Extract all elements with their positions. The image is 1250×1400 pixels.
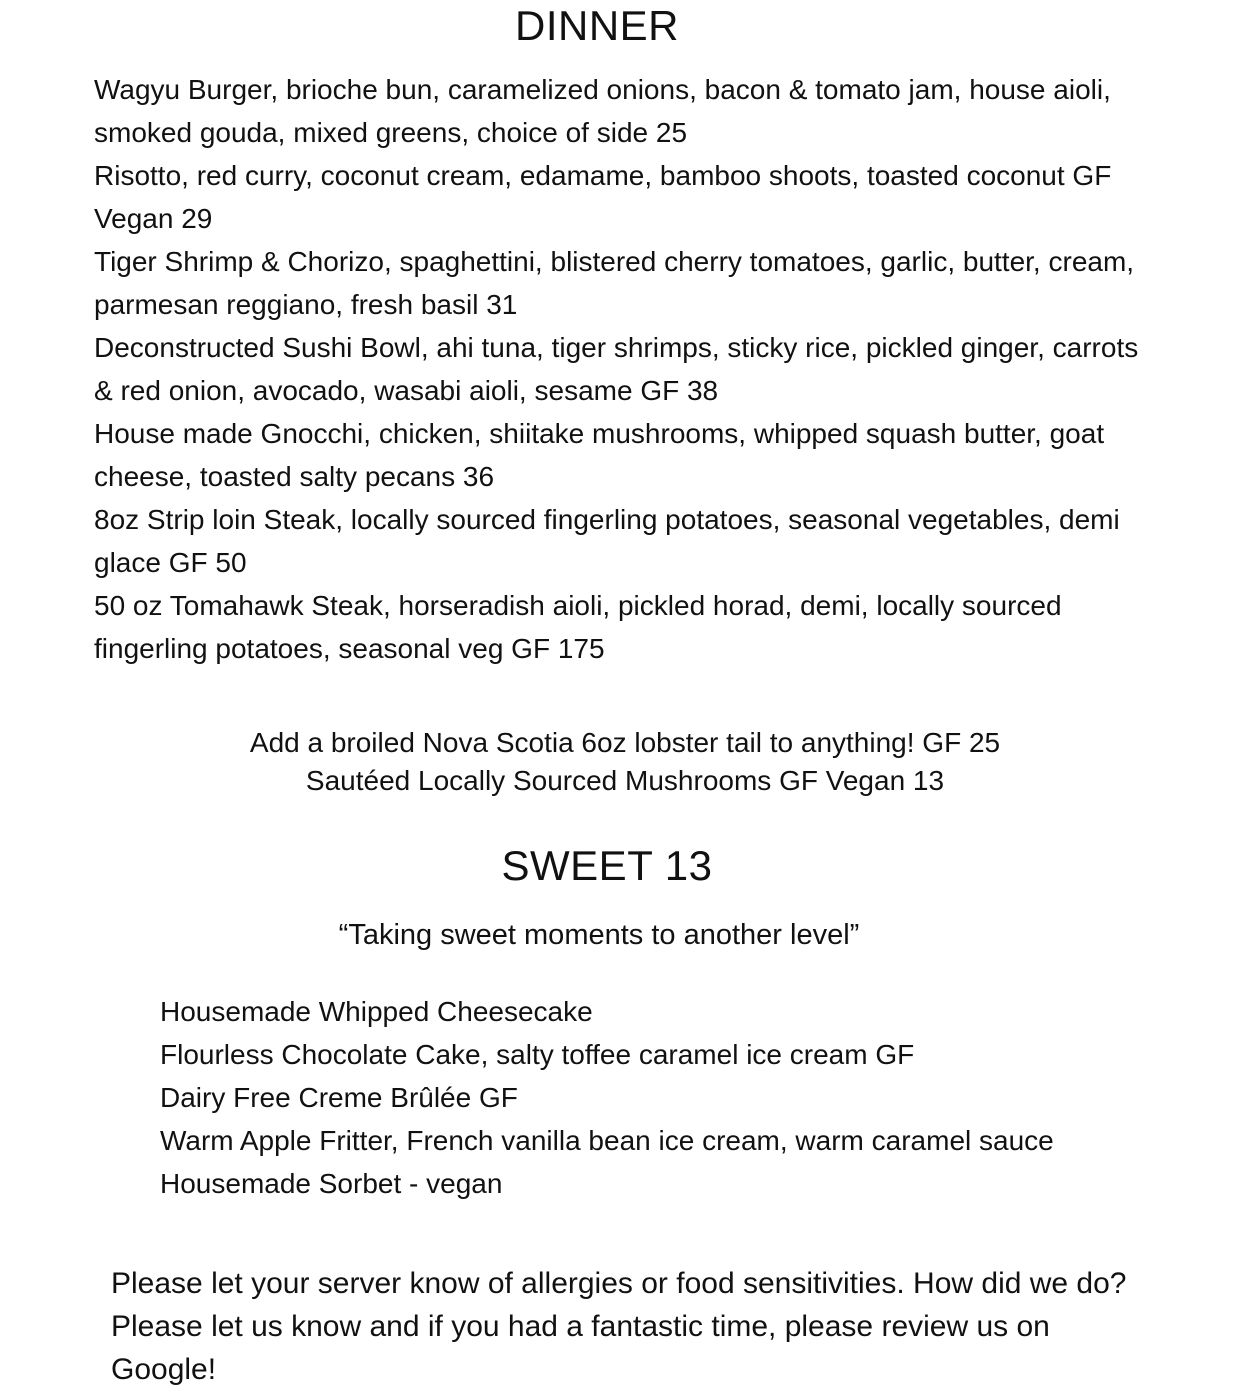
sweet-heading: SWEET 13	[501, 842, 713, 889]
dinner-item-tomahawk: 50 oz Tomahawk Steak, horseradish aioli, pickled horad, demi, locally sourced fingerling potatoes, seasonal veg GF 175	[94, 590, 1062, 664]
sweet-item-sorbet: Housemade Sorbet - vegan	[160, 1168, 503, 1199]
dinner-menu-list	[94, 68, 1154, 670]
dinner-item-sushi-bowl: Deconstructed Sushi Bowl, ahi tuna, tiger shrimps, sticky rice, pickled ginger, carrots & red onion, avocado, wasabi aioli, sesame GF 38	[94, 332, 1139, 406]
sweet-item-apple-fritter: Warm Apple Fritter, French vanilla bean ice cream, warm caramel sauce	[160, 1125, 1054, 1156]
dinner-item-tiger-shrimp: Tiger Shrimp & Chorizo, spaghettini, blistered cherry tomatoes, garlic, butter, cream, parmesan reggiano, fresh basil 31	[94, 246, 1135, 320]
dinner-item-strip-loin: 8oz Strip loin Steak, locally sourced fingerling potatoes, seasonal vegetables, demi glace GF 50	[94, 504, 1120, 578]
dinner-heading: DINNER	[514, 2, 679, 49]
add-on-mushrooms: Sautéed Locally Sourced Mushrooms GF Vegan 13	[305, 765, 945, 796]
sweet-menu-list	[160, 990, 1160, 1205]
dinner-item-wagyu-burger: Wagyu Burger, brioche bun, caramelized onions, bacon & tomato jam, house aioli, smoked gouda, mixed greens, choice of side 25	[94, 74, 1111, 148]
dinner-item-gnocchi: House made Gnocchi, chicken, shiitake mushrooms, whipped squash butter, goat cheese, toasted salty pecans 36	[94, 418, 1105, 492]
sweet-item-cheesecake: Housemade Whipped Cheesecake	[160, 996, 593, 1027]
sweet-item-chocolate-cake: Flourless Chocolate Cake, salty toffee caramel ice cream GF	[160, 1039, 915, 1070]
sweet-tagline: “Taking sweet moments to another level”	[338, 919, 860, 951]
dinner-item-risotto: Risotto, red curry, coconut cream, edamame, bamboo shoots, toasted coconut GF Vegan 29	[94, 160, 1112, 234]
add-on-lobster-tail: Add a broiled Nova Scotia 6oz lobster tail to anything! GF 25	[249, 727, 1001, 758]
sweet-item-creme-brulee: Dairy Free Creme Brûlée GF	[160, 1082, 518, 1113]
allergy-review-note: Please let your server know of allergies or food sensitivities. How did we do? Please let us know and if you had a fantastic time, please review us on Google!	[111, 1267, 1127, 1386]
add-ons	[0, 724, 1250, 800]
